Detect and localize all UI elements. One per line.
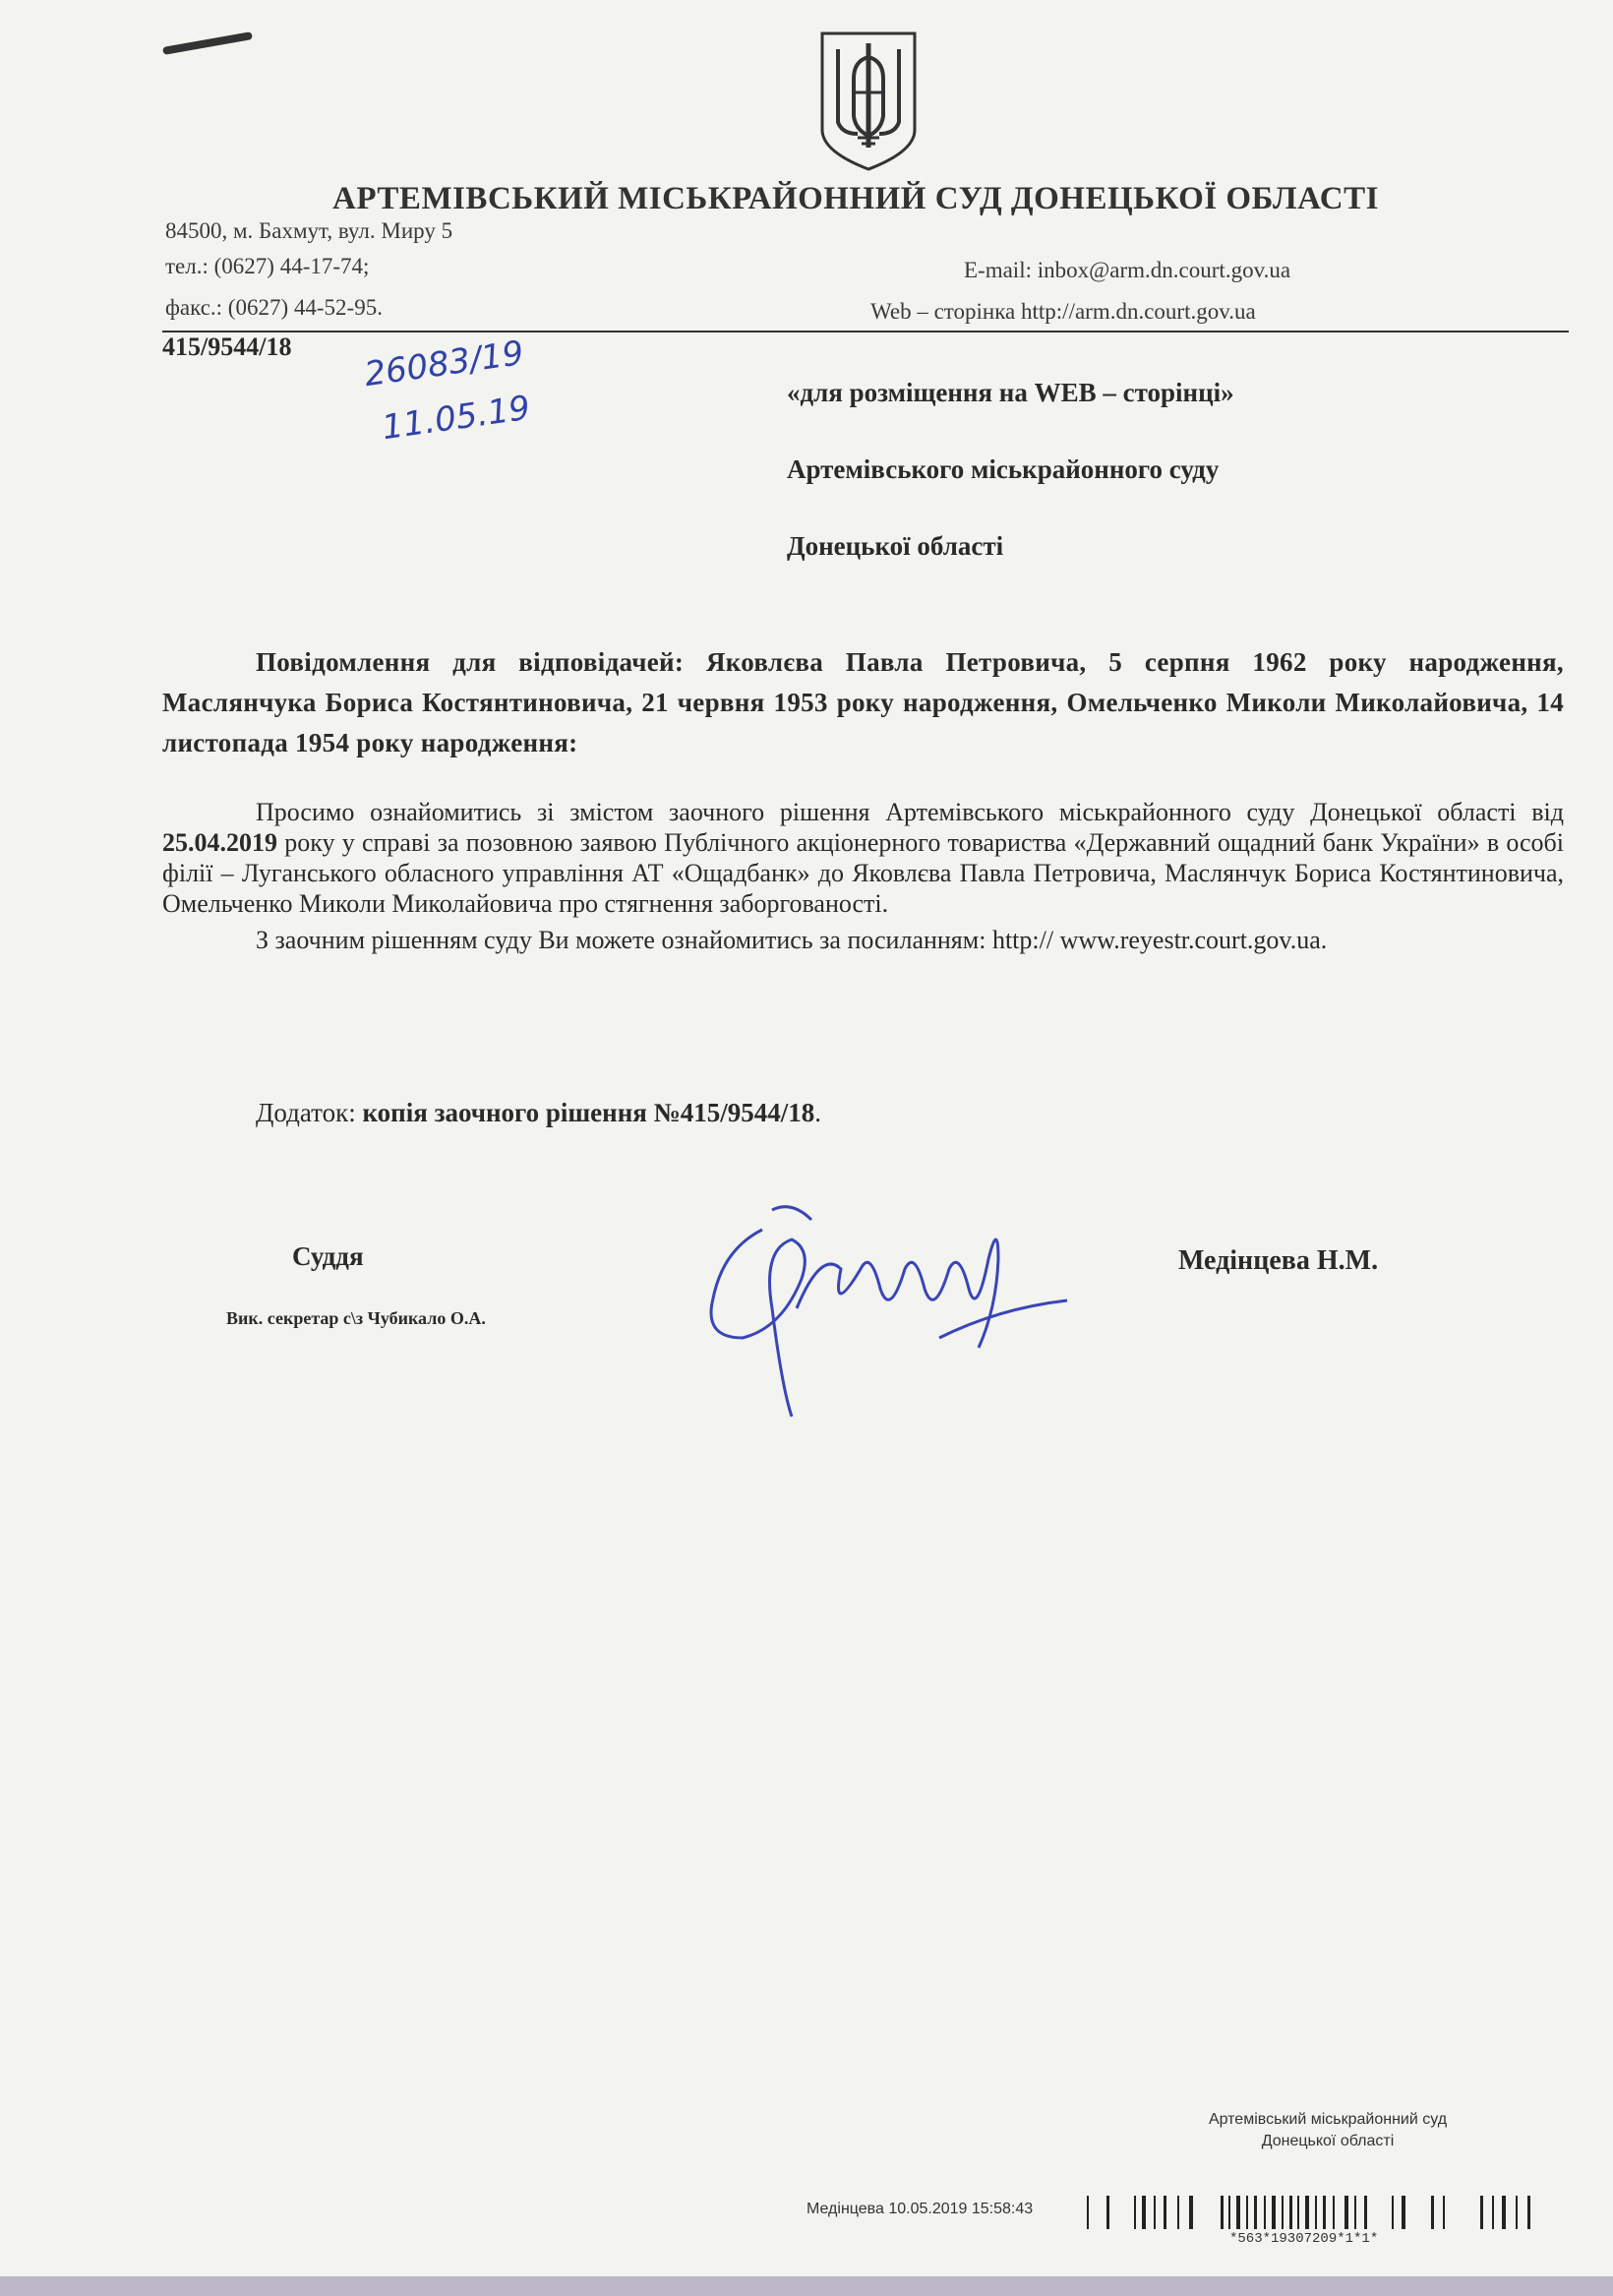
body-paragraph-2: З заочним рішенням суду Ви можете ознайомитись за посиланням: http:// www.reyestr.court.gov.ua. — [256, 926, 1328, 954]
court-title: АРТЕМІВСЬКИЙ МІСЬКРАЙОННИЙ СУД ДОНЕЦЬКОЇ ОБЛАСТІ — [332, 181, 1379, 216]
judge-label: Суддя — [292, 1241, 364, 1271]
addressee-line-1: «для розміщення на WEB – сторінці» — [787, 378, 1234, 407]
addressee-line-3: Донецької області — [787, 531, 1004, 561]
handwritten-date: 11.05.19 — [379, 388, 533, 449]
stamp-user-time: Медінцева 10.05.2019 15:58:43 — [806, 2201, 1034, 2217]
appendix-text: копія заочного рішення №415/9544/18 — [362, 1098, 815, 1127]
header-divider — [162, 331, 1569, 332]
appendix-tail: . — [814, 1098, 822, 1127]
notice-body — [162, 797, 1564, 955]
decision-date: 25.04.2019 — [162, 828, 277, 857]
secretary-line: Вик. секретар с\з Чубикало О.А. — [226, 1308, 486, 1328]
body-paragraph-1-start: Просимо ознайомитись зі змістом заочного рішення Артемівського міськрайонного суду Донецької області від — [256, 798, 1564, 826]
scan-mark — [162, 31, 253, 55]
barcode — [1087, 2196, 1559, 2229]
barcode-text: *563*19307209*1*1* — [1229, 2231, 1379, 2247]
trident-icon — [814, 28, 923, 173]
body-paragraph-1 — [162, 797, 1564, 919]
scan-bottom-edge — [0, 2276, 1613, 2296]
stamp-court-line-2: Донецької області — [1261, 2133, 1395, 2149]
body-paragraph-1-end: року у справі за позовною заявою Публічного акціонерного товариства «Державний ощадний банк України» в особі філії – Луганського обласного управління АТ «Ощадбанк» до Яковлєва Павла Петровича, Маслянчук Бориса Костянтиновича, Омельченко Миколи Миколайовича про стягнення заборгованості. — [162, 828, 1564, 918]
appendix-line — [256, 1098, 821, 1128]
stamp-court-line-1: Артемівський міськрайонний суд — [1208, 2111, 1448, 2128]
court-web: Web – сторінка http://arm.dn.court.gov.ua — [870, 299, 1256, 324]
court-fax: факс.: (0627) 44-52-95. — [165, 295, 383, 320]
stamp-court-name — [1180, 2109, 1475, 2152]
court-email: E-mail: inbox@arm.dn.court.gov.ua — [964, 258, 1291, 282]
appendix-label: Додаток: — [256, 1098, 363, 1127]
case-number: 415/9544/18 — [162, 332, 292, 361]
notice-heading: Повідомлення для відповідачей: Яковлєва Павла Петровича, 5 серпня 1962 року народження, Маслянчука Бориса Костянтиновича, 21 червня 1953 року народження, Омельченко Миколи Миколайовича, 14 листопада 1954 року народження: — [162, 647, 1564, 757]
judge-signature — [703, 1190, 1077, 1426]
handwritten-reg-number: 26083/19 — [362, 332, 526, 395]
court-address: 84500, м. Бахмут, вул. Миру 5 — [165, 218, 453, 243]
addressee-line-2: Артемівського міськрайонного суду — [787, 454, 1220, 484]
court-phone: тел.: (0627) 44-17-74; — [165, 254, 370, 278]
judge-name: Медінцева Н.М. — [1178, 1245, 1379, 1276]
